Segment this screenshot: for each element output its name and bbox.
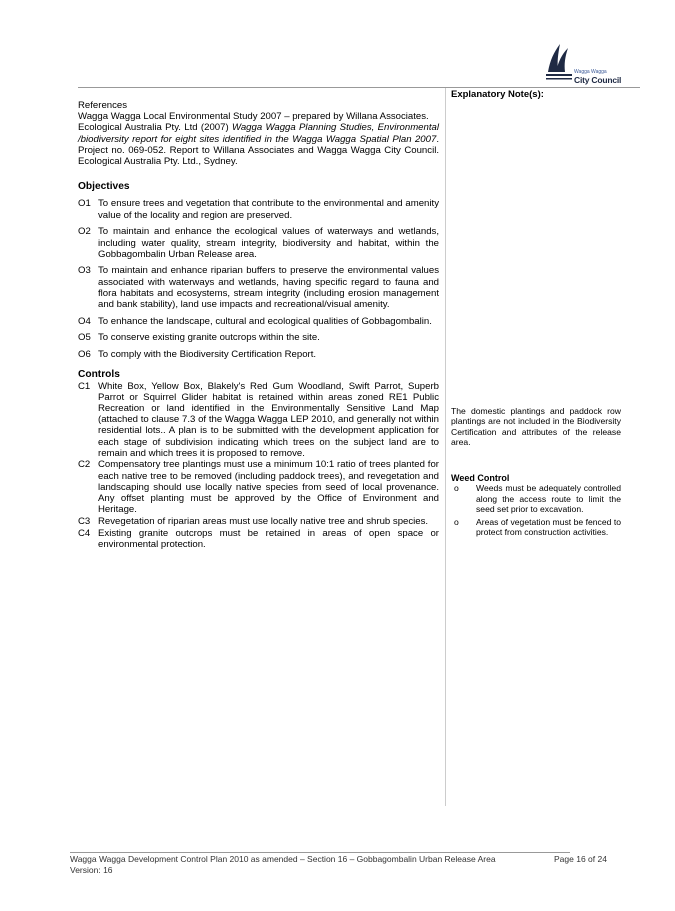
reference-2	[78, 122, 439, 167]
control-item	[78, 528, 439, 550]
objective-code: O2	[78, 226, 91, 238]
footer-page-number: Page 16 of 24	[554, 854, 607, 864]
reference-2-suffix: . Project no. 069-052. Report to Willana Associates and Wagga Wagga City Council. Ecological Australia Pty. Ltd., Sydney.	[78, 133, 439, 168]
footer-version: Version: 16	[70, 865, 113, 875]
control-text: Revegetation of riparian areas must use locally native tree and shrub species.	[98, 516, 429, 527]
logo-big-text: City Council	[574, 75, 622, 85]
reference-1: Wagga Wagga Local Environmental Study 2007 – prepared by Willana Associates.	[78, 111, 429, 123]
objective-text: To enhance the landscape, cultural and ecological qualities of Gobbagombalin.	[98, 315, 432, 327]
control-code: C3	[78, 516, 91, 527]
header-divider	[78, 87, 640, 88]
reference-2-title: Wagga Wagga Planning Studies, Environmental /biodiversity report for eight sites identified in the Wagga Wagga Spatial Plan 2007	[78, 122, 439, 145]
council-logo	[544, 42, 640, 85]
weed-control-heading: Weed Control	[451, 473, 510, 483]
objective-code: O1	[78, 198, 91, 210]
objective-text: To maintain and enhance the ecological values of waterways and wetlands, including water quality, stream integrity, biodiversity and habitat, within the Gobbagombalin Urban Release area.	[98, 226, 439, 260]
objective-text: To maintain and enhance riparian buffers to preserve the environmental values associated with waterways and wetlands, having specific regard to fauna and flora habitats and ecosystems, stream integrity (including erosion management and bank stability), land use impacts and recreational/visual amenity.	[98, 265, 439, 311]
control-item	[78, 381, 439, 459]
control-code: C4	[78, 527, 91, 539]
main-column	[78, 100, 439, 551]
footer-divider	[70, 852, 570, 853]
council-logo-mark-icon	[544, 42, 574, 82]
objective-code: O5	[78, 332, 91, 344]
references-heading: References	[78, 100, 128, 111]
control-text: White Box, Yellow Box, Blakely's Red Gum Woodland, Swift Parrot, Superb Parrot or Squirrel Glider habitat is retained within areas zoned RE1 Public Recreation or land identified in the Environmentally Sensitive Land Map (attached to clause 7.3 of the Wagga Wagga LEP 2010, and generally not within residential lots.. A plan is to be submitted with the development application for each stage of subdivision indicating which trees on the subject land are to remain and which trees it is proposed to remove.	[98, 380, 439, 459]
objective-code: O4	[78, 315, 91, 327]
control-text: Existing granite outcrops must be retained in areas of open space or environmental protection.	[98, 527, 439, 550]
weed-control-note	[451, 473, 621, 539]
domestic-plantings-note: The domestic plantings and paddock row plantings are not included in the Biodiversity Certification and attributes of the release area.	[451, 406, 621, 448]
bullet-icon: o	[454, 516, 459, 527]
objective-item	[78, 349, 439, 360]
weed-item	[451, 483, 621, 514]
control-text: Compensatory tree plantings must use a minimum 10:1 ratio of trees planted for each native tree to be removed (including paddock trees), and revegetation and landscaping should use locally native species from seed of local provenance. Any offset planting must be approved by the Office of Environment and Heritage.	[98, 459, 439, 516]
weed-item	[451, 517, 621, 538]
objective-item	[78, 265, 439, 310]
column-divider	[445, 88, 446, 806]
explanatory-notes-heading: Explanatory Note(s):	[451, 89, 544, 100]
logo-small-text: Wagga Wagga	[574, 69, 607, 75]
bullet-icon: o	[454, 483, 459, 494]
weed-item-text: Weeds must be adequately controlled along the access route to limit the seed set prior to excavation.	[476, 483, 621, 515]
objectives-heading: Objectives	[78, 181, 130, 193]
objective-text: To comply with the Biodiversity Certification Report.	[98, 349, 317, 361]
objective-code: O3	[78, 265, 91, 277]
control-code: C1	[78, 380, 91, 392]
objective-text: To ensure trees and vegetation that contribute to the environmental and amenity value of the locality and region are preserved.	[98, 198, 439, 221]
objective-item	[78, 332, 439, 343]
objective-item	[78, 316, 439, 327]
footer-document-title: Wagga Wagga Development Control Plan 2010 as amended – Section 16 – Gobbagombalin Urban Release Area	[70, 854, 496, 864]
objective-code: O6	[78, 349, 91, 361]
weed-item-text: Areas of vegetation must be fenced to protect from construction activities.	[476, 516, 621, 538]
objective-text: To conserve existing granite outcrops within the site.	[98, 332, 320, 344]
control-item	[78, 516, 439, 527]
objective-item	[78, 226, 439, 260]
control-code: C2	[78, 459, 91, 471]
controls-heading: Controls	[78, 369, 120, 381]
objective-item	[78, 198, 439, 220]
reference-2-prefix: Ecological Australia Pty. Ltd (2007)	[78, 122, 232, 134]
control-item	[78, 459, 439, 515]
